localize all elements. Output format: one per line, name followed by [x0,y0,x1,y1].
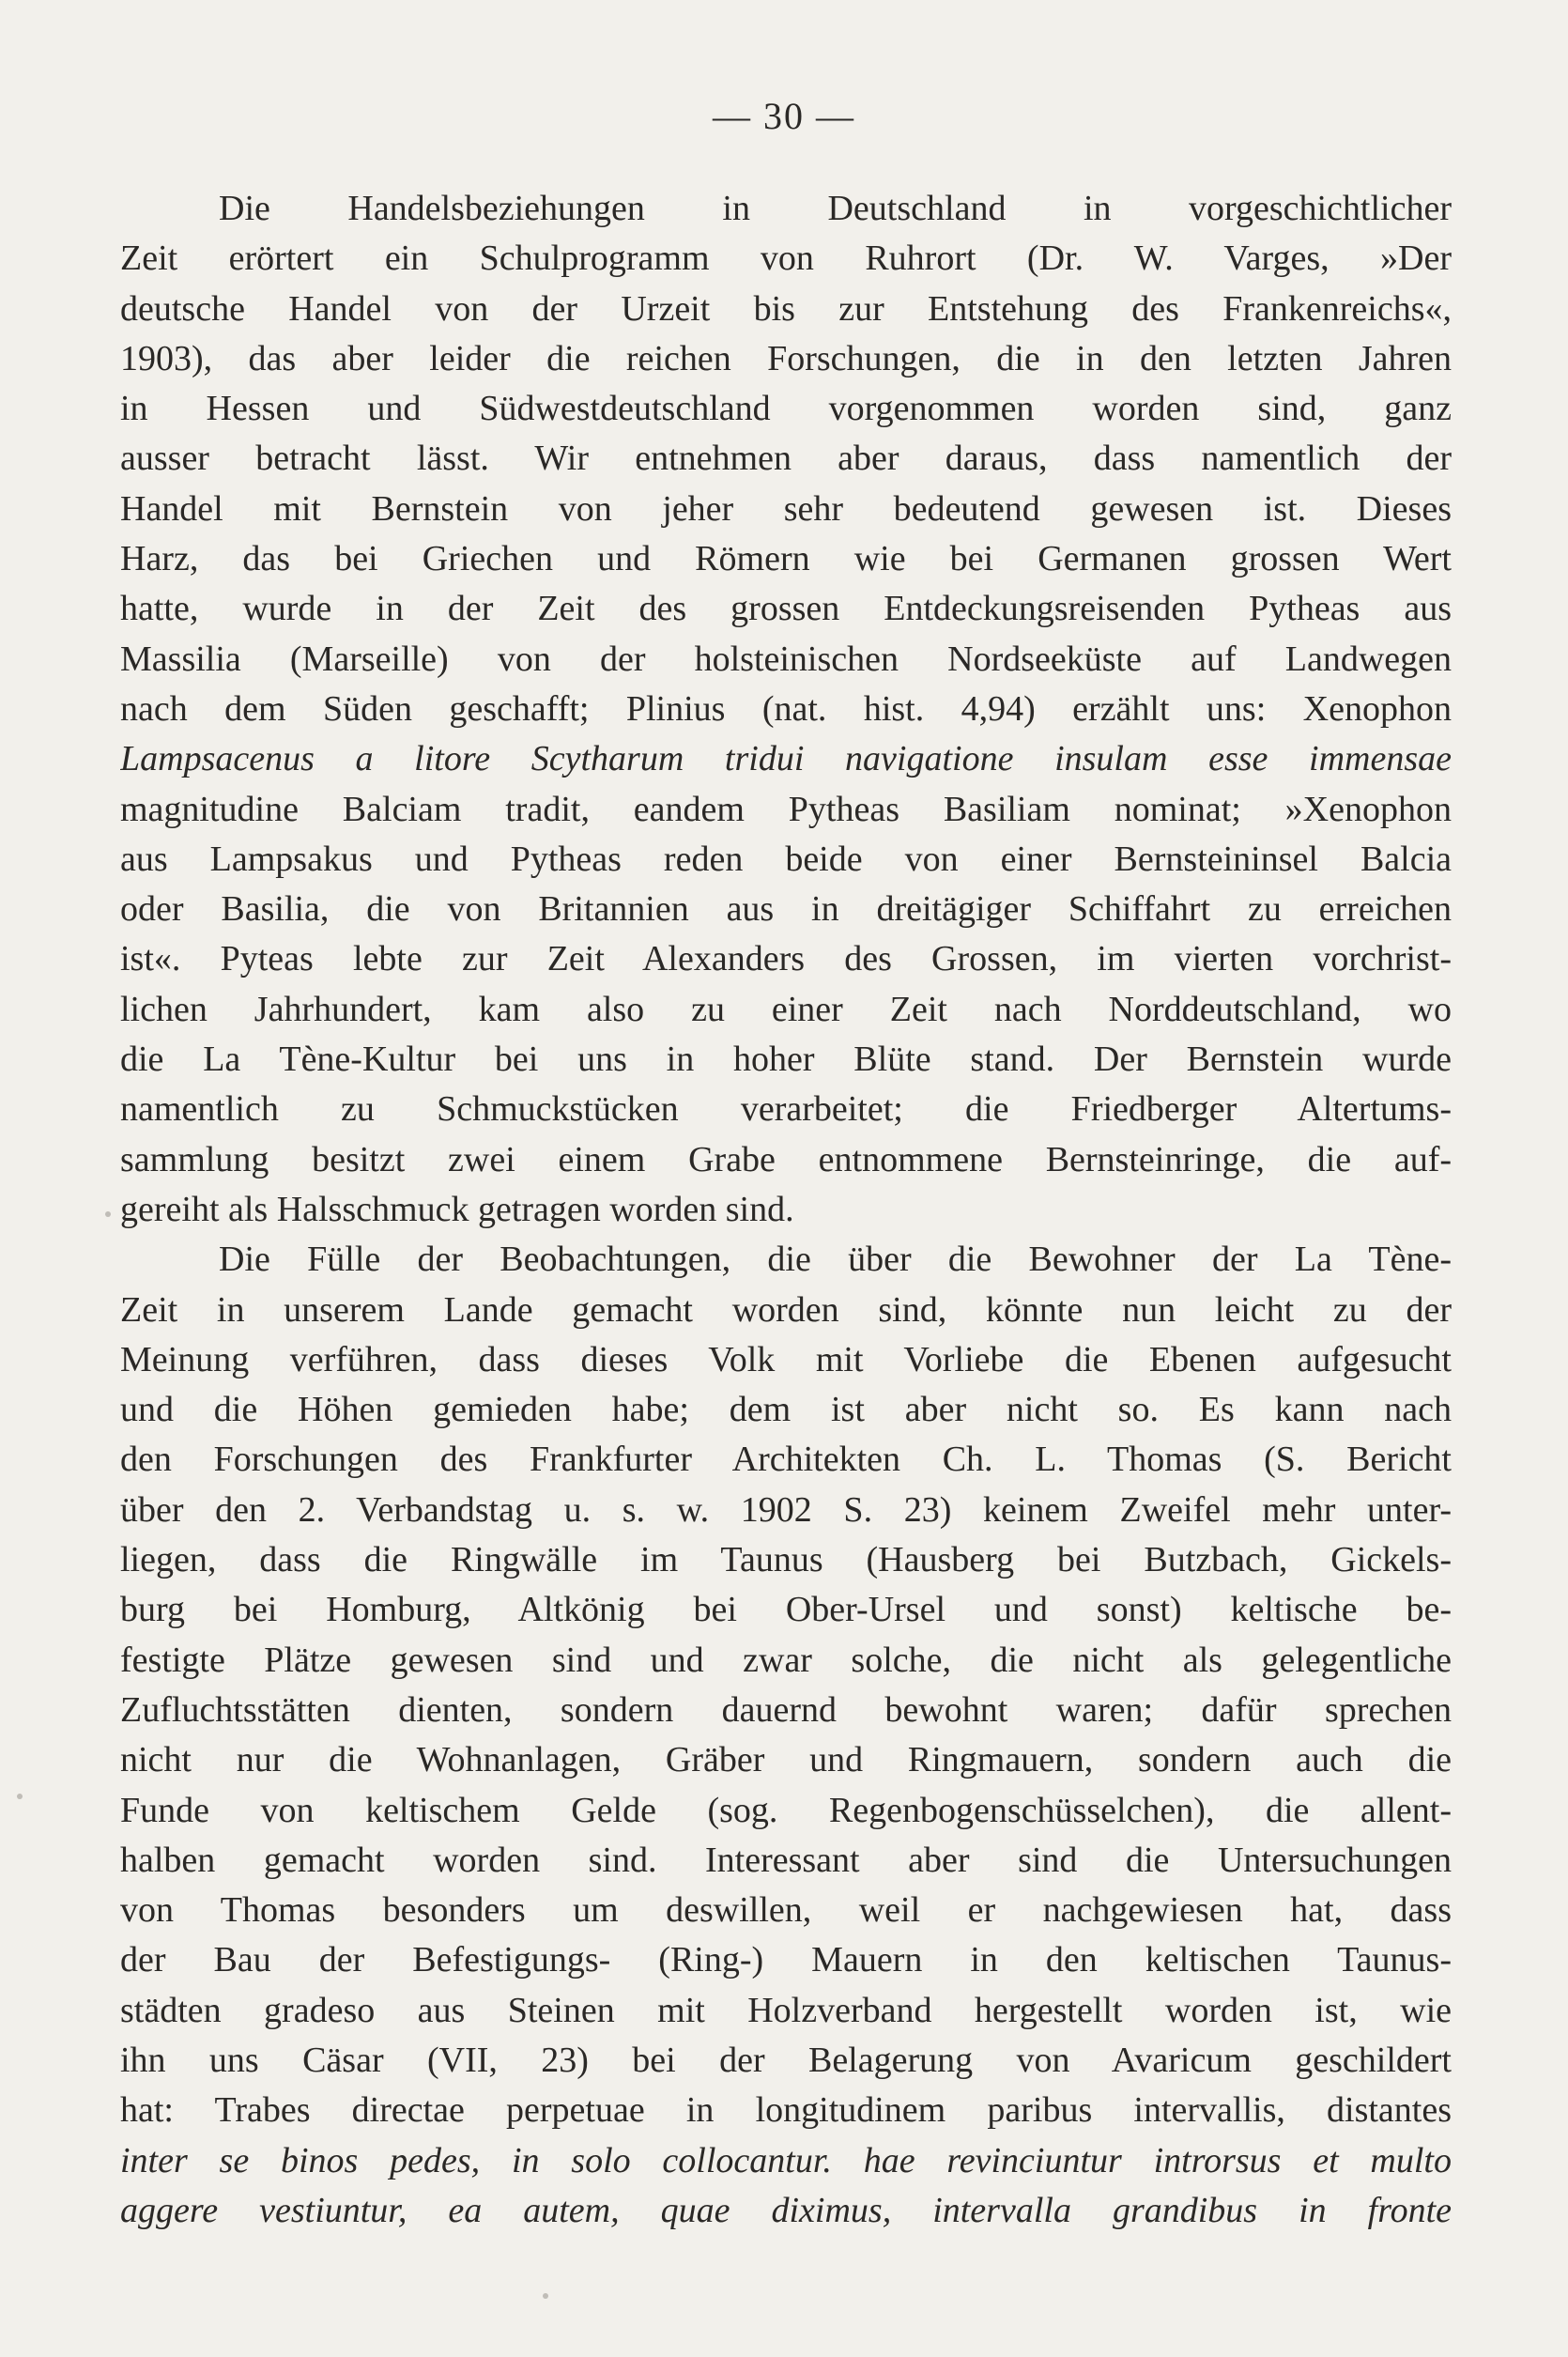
text-line: Handel mit Bernstein von jeher sehr bedeutend gewesen ist. Dieses [120,488,1452,529]
text-line: von Thomas besonders um deswillen, weil er nachgewiesen hat, dass [120,1890,1452,1931]
text-line: Zeit erörtert ein Schulprogramm von Ruhrort (Dr. W. Varges, »Der [120,239,1452,279]
text-line: magnitudine Balciam tradit, eandem Pytheas Basiliam nominat; »Xenophon [120,789,1452,829]
text-line: liegen, dass die Ringwälle im Taunus (Hausberg bei Butzbach, Gickels- [120,1540,1452,1580]
text-line: ihn uns Cäsar (VII, 23) bei der Belagerung von Avaricum geschildert [120,2040,1452,2080]
text-line: und die Höhen gemieden habe; dem ist aber nicht so. Es kann nach [120,1390,1452,1430]
text-line: 1903), das aber leider die reichen Forschungen, die in den letzten Jahren [120,338,1452,378]
text-line: halben gemacht worden sind. Interessant aber sind die Untersuchungen [120,1840,1452,1880]
text-line: den Forschungen des Frankfurter Architekten Ch. L. Thomas (S. Bericht [120,1440,1452,1480]
text-line: Harz, das bei Griechen und Römern wie bei Germanen grossen Wert [120,539,1452,579]
text-line: Lampsacenus a litore Scytharum tridui navigatione insulam esse immensae [120,739,1452,779]
text-line: Die Fülle der Beobachtungen, die über die Bewohner der La Tène- [219,1240,1452,1280]
paper-speck [17,1794,23,1799]
text-line: aus Lampsakus und Pytheas reden beide von einer Bernsteininsel Balcia [120,839,1452,879]
text-line: der Bau der Befestigungs- (Ring-) Mauern in den keltischen Taunus- [120,1940,1452,1980]
text-line: oder Basilia, die von Britannien aus in dreitägiger Schiffahrt zu erreichen [120,889,1452,930]
text-line: burg bei Homburg, Altkönig bei Ober-Ursel und sonst) keltische be- [120,1590,1452,1630]
text-line: deutsche Handel von der Urzeit bis zur Entstehung des Frankenreichs«, [120,288,1452,329]
body-text [120,184,1452,2236]
page-number: — 30 — [713,95,855,137]
text-line: Zufluchtsstätten dienten, sondern dauernd bewohnt waren; dafür sprechen [120,1689,1452,1730]
text-line: die La Tène-Kultur bei uns in hoher Blüte stand. Der Bernstein wurde [120,1040,1452,1080]
text-line: ist«. Pyteas lebte zur Zeit Alexanders des Grossen, im vierten vorchrist- [120,939,1452,979]
text-line: nach dem Süden geschafft; Plinius (nat. hist. 4,94) erzählt uns: Xenophon [120,688,1452,729]
text-line: namentlich zu Schmuckstücken verarbeitet; die Friedberger Altertums- [120,1089,1452,1130]
text-line: nicht nur die Wohnanlagen, Gräber und Ringmauern, sondern auch die [120,1740,1452,1780]
text-line: lichen Jahrhundert, kam also zu einer Zeit nach Norddeutschland, wo [120,989,1452,1029]
paper-speck [105,1211,111,1217]
text-line: in Hessen und Südwestdeutschland vorgenommen worden sind, ganz [120,389,1452,429]
text-line: aggere vestiuntur, ea autem, quae diximus, intervalla grandibus in fronte [120,2190,1452,2230]
paper-speck [543,2293,548,2299]
text-line: städten gradeso aus Steinen mit Holzverband hergestellt worden ist, wie [120,1990,1452,2030]
text-line: festigte Plätze gewesen sind und zwar solche, die nicht als gelegentliche [120,1640,1452,1680]
text-line: Massilia (Marseille) von der holsteinischen Nordseeküste auf Landwegen [120,639,1452,679]
text-line: hatte, wurde in der Zeit des grossen Entdeckungsreisenden Pytheas aus [120,589,1452,629]
text-line: hat: Trabes directae perpetuae in longitudinem paribus intervallis, distantes [120,2090,1452,2131]
text-line: über den 2. Verbandstag u. s. w. 1902 S. 23) keinem Zweifel mehr unter- [120,1489,1452,1530]
text-line: sammlung besitzt zwei einem Grabe entnommene Bernsteinringe, die auf- [120,1139,1452,1179]
text-line: inter se binos pedes, in solo collocantur. hae revinciuntur introrsus et multo [120,2140,1452,2180]
text-line: Funde von keltischem Gelde (sog. Regenbogenschüsselchen), die allent- [120,1790,1452,1830]
text-line: Zeit in unserem Lande gemacht worden sind, könnte nun leicht zu der [120,1289,1452,1330]
text-line: gereiht als Halsschmuck getragen worden sind. [120,1189,794,1229]
text-line: Die Handelsbeziehungen in Deutschland in vorgeschichtlicher [219,189,1452,228]
text-line: ausser betracht lässt. Wir entnehmen aber daraus, dass namentlich der [120,439,1452,479]
text-line: Meinung verführen, dass dieses Volk mit Vorliebe die Ebenen aufgesucht [120,1339,1452,1379]
